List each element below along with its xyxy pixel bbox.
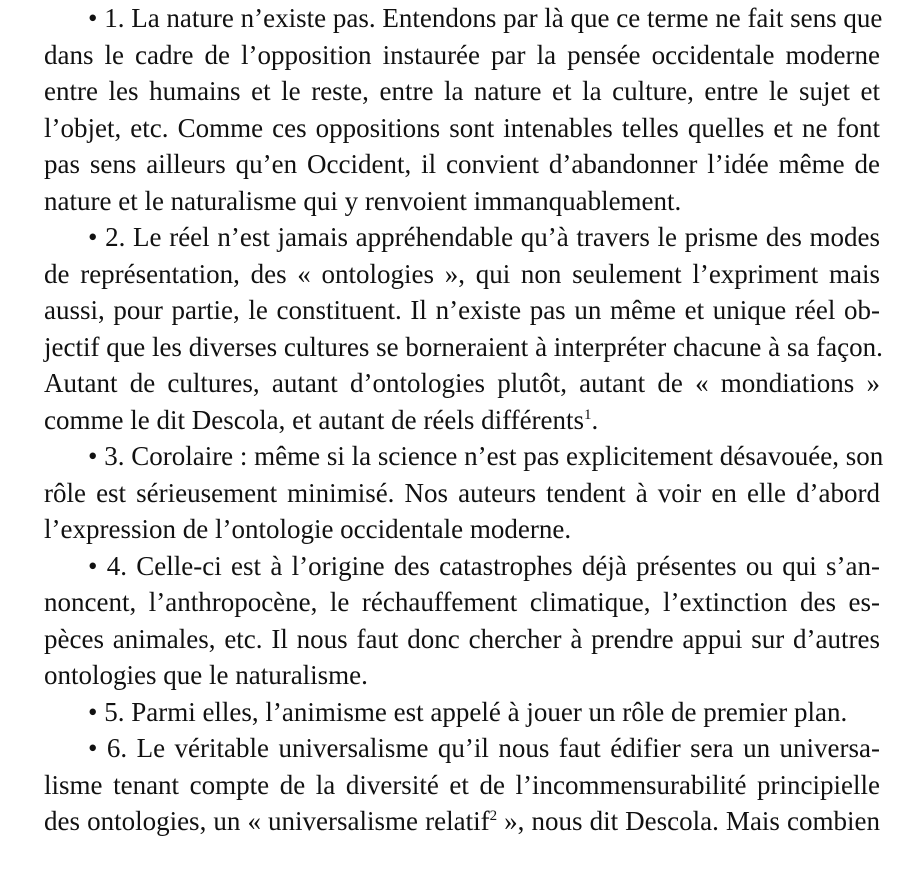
text-line: ontologies que le naturalisme. xyxy=(44,660,368,690)
text-line xyxy=(44,402,880,439)
document-page xyxy=(44,0,884,840)
text-line: • 4. Celle-ci est à l’origine des catastrophes déjà présentes ou qui s’an- xyxy=(88,550,880,581)
text-line: de représentation, des « ontologies », qui non seulement l’expriment mais xyxy=(44,258,880,289)
text-line: • 2. Le réel n’est jamais appréhendable qu’à travers le prisme des modes xyxy=(88,222,880,252)
text-segment: . xyxy=(591,404,599,435)
text-line: nature et le naturalisme qui y renvoient immanquablement. xyxy=(44,185,682,216)
text-line: aussi, pour partie, le constituent. Il n’existe pas un même et unique réel ob- xyxy=(44,295,880,325)
text-line: entre les humains et le reste, entre la nature et la culture, entre le sujet et xyxy=(44,76,880,106)
text-line: • 6. Le véritable universalisme qu’il nous faut édifier sera un universa- xyxy=(88,733,880,763)
text-line: Autant de cultures, autant d’ontologies plutôt, autant de « mondiations » xyxy=(44,368,880,398)
text-line: l’expression de l’ontologie occidentale moderne. xyxy=(44,514,572,544)
text-line: pèces animales, etc. Il nous faut donc chercher à prendre appui sur d’autres xyxy=(44,623,880,654)
text-segment: des ontologies, un « universalisme relatif xyxy=(44,806,490,836)
list-item-6 xyxy=(44,730,880,840)
text-line: • 1. La nature n’existe pas. Entendons par là que ce terme ne fait sens que xyxy=(88,3,883,33)
text-line xyxy=(44,803,880,840)
footnote-mark-2[interactable]: 2 xyxy=(489,808,498,824)
list-item-4 xyxy=(44,548,880,694)
footnote-mark-1[interactable]: 1 xyxy=(584,406,592,423)
text-segment: », nous dit Descola. Mais combien xyxy=(497,806,880,836)
text-line: noncent, l’anthropocène, le réchauffement climatique, l’extinction des es- xyxy=(44,587,880,617)
list-item-2 xyxy=(44,219,883,438)
text-line: pas sens ailleurs qu’en Occident, il convient d’abandonner l’idée même de xyxy=(44,149,880,179)
text-segment: comme le dit Descola, et autant de réels différents xyxy=(44,404,585,435)
text-line: rôle est sérieusement minimisé. Nos auteurs tendent à voir en elle d’abord xyxy=(44,477,880,508)
text-line: jectif que les diverses cultures se borneraient à interpréter chacune à sa façon. xyxy=(44,331,883,362)
text-line: lisme tenant compte de la diversité et de l’incommensurabilité principielle xyxy=(44,769,880,800)
text-line: l’objet, etc. Comme ces oppositions sont intenables telles quelles et ne font xyxy=(44,112,880,143)
text-line: dans le cadre de l’opposition instaurée par la pensée occidentale moderne xyxy=(44,39,880,70)
list-item-3 xyxy=(44,438,884,548)
text-line: • 5. Parmi elles, l’animisme est appelé à jouer un rôle de premier plan. xyxy=(88,696,848,727)
list-item-1 xyxy=(44,0,883,219)
text-line: • 3. Corolaire : même si la science n’est pas explicitement désavouée, son xyxy=(88,441,884,471)
list-item-5 xyxy=(44,694,880,731)
